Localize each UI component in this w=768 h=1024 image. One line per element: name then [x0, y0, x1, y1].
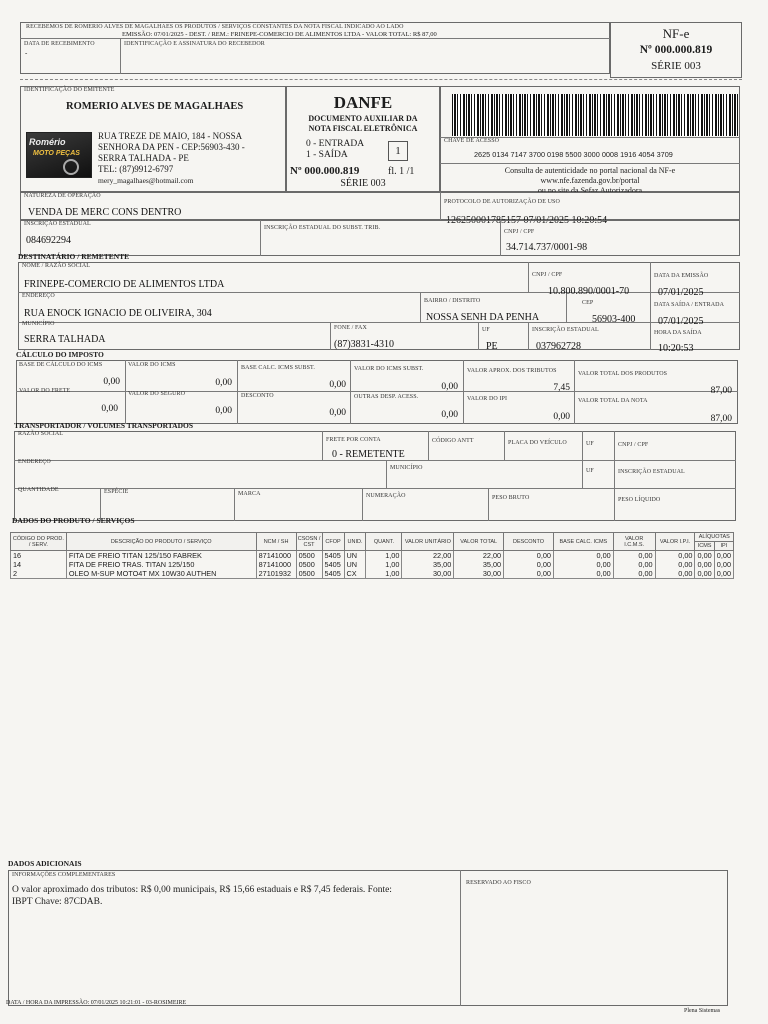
danfe-serie: SÉRIE 003: [340, 178, 386, 189]
dest-endereco-label: ENDEREÇO: [22, 293, 55, 299]
cell-aliq-ipi: 0,00: [714, 569, 733, 579]
emitente-address-2: SENHORA DA PEN - CEP:56903-430 -: [98, 142, 245, 152]
cell-valor-unit: 22,00: [402, 551, 454, 561]
transp-uf2-label: UF: [586, 468, 594, 474]
numeracao-label: NUMERAÇÃO: [366, 493, 406, 499]
col-cfop: CFOP: [322, 533, 344, 551]
consulta-2: www.nfe.fazenda.gov.br/portal: [540, 176, 640, 185]
danfe-number: Nº 000.000.819: [290, 165, 360, 177]
cell-valor-unit: 35,00: [402, 560, 454, 569]
imposto-section: CÁLCULO DO IMPOSTO: [16, 350, 104, 359]
total-nota-value: 87,00: [710, 414, 732, 424]
cell-csosn: 0500: [296, 551, 322, 561]
data-recebimento-label: DATA DE RECEBIMENTO: [24, 41, 95, 47]
info-line-2: IBPT Chave: 87CDAB.: [12, 897, 103, 907]
frete-conta-label: FRETE POR CONTA: [326, 437, 381, 443]
dest-bairro-label: BAIRRO / DISTRITO: [424, 298, 481, 304]
table-row: [11, 551, 734, 561]
danfe-tipo-box: 1: [388, 141, 408, 161]
dest-emissao-value: 07/01/2025: [658, 287, 704, 298]
valor-subst-label: VALOR DO ICMS SUBST.: [354, 366, 424, 372]
col-base-icms: BASE CALC. ICMS: [553, 533, 613, 551]
chave-value: 2625 0134 7147 3700 0198 5500 3000 0008 1916 4054 3709: [474, 150, 673, 159]
dest-cep-value: 56903-400: [592, 314, 636, 325]
frete-conta-value: 0 - REMETENTE: [332, 449, 405, 460]
logo-text-2: MOTO PEÇAS: [33, 150, 80, 157]
col-valor-icms: VALOR I.C.M.S.: [613, 533, 655, 551]
peso-liquido-label: PESO LÍQUIDO: [618, 497, 661, 503]
destinatario-box: [18, 262, 740, 350]
emitente-logo: [26, 132, 92, 178]
transp-uf-label: UF: [586, 441, 594, 447]
seguro-value: 0,00: [215, 406, 232, 416]
cell-aliq-icms: 0,00: [695, 551, 714, 561]
table-row: [11, 560, 734, 569]
dest-fone-value: (87)3831-4310: [334, 339, 394, 350]
tributos-label: VALOR APROX. DOS TRIBUTOS: [467, 368, 557, 374]
consulta-3: ou no site da Sefaz Autorizadora: [537, 186, 643, 195]
emitente-name: ROMERIO ALVES DE MAGALHAES: [66, 101, 244, 112]
cell-ncm: 87141000: [256, 560, 296, 569]
total-produtos-label: VALOR TOTAL DOS PRODUTOS: [578, 371, 668, 377]
outras-value: 0,00: [441, 410, 458, 420]
cell-unid: CX: [344, 569, 366, 579]
cell-desconto: 0,00: [504, 569, 554, 579]
emitente-email: mery_magalhaes@hotmail.com: [98, 176, 194, 185]
cell-cfop: 5405: [322, 551, 344, 561]
sistema-text: Plena Sistemas: [684, 1008, 721, 1014]
transp-ie-label: INSCRIÇÃO ESTADUAL: [618, 469, 685, 475]
cell-valor-icms: 0,00: [613, 551, 655, 561]
col-unid: UNID.: [344, 533, 366, 551]
outras-label: OUTRAS DESP. ACESS.: [354, 394, 419, 400]
dest-hora-value: 10:20:53: [658, 343, 694, 354]
col-valor-ipi: VALOR I.P.I.: [655, 533, 695, 551]
produtos-table: [10, 532, 734, 579]
cell-desconto: 0,00: [504, 551, 554, 561]
cell-quant: 1,00: [366, 569, 402, 579]
dest-uf-label: UF: [482, 327, 490, 333]
cell-codigo: 16: [11, 551, 67, 561]
danfe-subtitle-1: DOCUMENTO AUXILIAR DA: [308, 114, 418, 123]
emitente-section-label: IDENTIFICAÇÃO DO EMITENTE: [24, 87, 115, 93]
cell-base-icms: 0,00: [553, 551, 613, 561]
reservado-label: RESERVADO AO FISCO: [466, 880, 531, 886]
cell-base-icms: 0,00: [553, 560, 613, 569]
base-icms-value: 0,00: [103, 377, 120, 387]
col-valor-total: VALOR TOTAL: [454, 533, 504, 551]
ipi-label: VALOR DO IPI: [467, 396, 508, 402]
cell-csosn: 0500: [296, 569, 322, 579]
cell-ncm: 27101932: [256, 569, 296, 579]
cell-csosn: 0500: [296, 560, 322, 569]
col-valor-unit: VALOR UNITÁRIO: [402, 533, 454, 551]
info-line-1: O valor aproximado dos tributos: R$ 0,00 municipais, R$ 15,66 estaduais e R$ 7,45 federais. Fonte:: [12, 885, 392, 895]
dest-saida-value: 07/01/2025: [658, 316, 704, 327]
cell-desconto: 0,00: [504, 560, 554, 569]
col-quant: QUANT.: [366, 533, 402, 551]
assinatura-label: IDENTIFICAÇÃO E ASSINATURA DO RECEBEDOR: [124, 41, 265, 47]
cell-codigo: 2: [11, 569, 67, 579]
dest-ie-value: 037962728: [536, 341, 581, 352]
barcode: [452, 94, 738, 136]
transp-cnpj-label: CNPJ / CPF: [618, 442, 649, 448]
dest-fone-label: FONE / FAX: [334, 325, 367, 331]
danfe-entrada: 0 - ENTRADA: [306, 139, 365, 149]
cell-cfop: 5405: [322, 569, 344, 579]
antt-label: CÓDIGO ANTT: [432, 438, 474, 444]
cell-valor-total: 35,00: [454, 560, 504, 569]
total-nota-label: VALOR TOTAL DA NOTA: [578, 398, 648, 404]
dest-hora-label: HORA DA SAÍDA: [654, 330, 702, 336]
col-descricao: DESCRIÇÃO DO PRODUTO / SERVIÇO: [66, 533, 256, 551]
cell-aliq-ipi: 0,00: [714, 560, 733, 569]
tributos-value: 7,45: [553, 383, 570, 393]
cell-valor-total: 30,00: [454, 569, 504, 579]
total-produtos-value: 87,00: [710, 386, 732, 396]
especie-label: ESPÉCIE: [104, 489, 129, 495]
data-recebimento-value: -: [25, 49, 28, 57]
ipi-value: 0,00: [553, 412, 570, 422]
cell-valor-ipi: 0,00: [655, 569, 695, 579]
cell-quant: 1,00: [366, 560, 402, 569]
cell-aliq-icms: 0,00: [695, 569, 714, 579]
dest-emissao-label: DATA DA EMISSÃO: [654, 273, 709, 279]
quantidade-label: QUANTIDADE: [18, 487, 59, 493]
canhoto-text-1: RECEBEMOS DE ROMERIO ALVES DE MAGALHAES OS PRODUTOS / SERVIÇOS CONSTANTES DA NOTA FISCAL INDICADO AO LADO: [26, 24, 404, 30]
transportador-section: TRANSPORTADOR / VOLUMES TRANSPORTADOS: [14, 421, 194, 430]
dest-saida-label: DATA SAÍDA / ENTRADA: [654, 302, 725, 308]
chave-label: CHAVE DE ACESSO: [444, 138, 500, 144]
razao-label: RAZÃO SOCIAL: [18, 431, 64, 437]
canhoto-text-2: EMISSÃO: 07/01/2025 - DEST. / REM.: FRINEPE-COMERCIO DE ALIMENTOS LTDA - VALOR TOTAL: R$ 87,00: [122, 31, 437, 38]
protocolo-value: 126250001785157 07/01/2025 10:20:54: [446, 215, 608, 226]
danfe-subtitle-2: NOTA FISCAL ELETRÔNICA: [308, 124, 418, 133]
emit-cnpj-value: 34.714.737/0001-98: [506, 242, 588, 253]
dest-ie-label: INSCRIÇÃO ESTADUAL: [532, 327, 599, 333]
col-ncm: NCM / SH: [256, 533, 296, 551]
dest-nome-value: FRINEPE-COMERCIO DE ALIMENTOS LTDA: [24, 279, 225, 290]
cell-valor-ipi: 0,00: [655, 551, 695, 561]
col-aliq-ipi: IPI: [714, 542, 733, 551]
natureza-value: VENDA DE MERC CONS DENTRO: [28, 207, 182, 218]
ie-value: 084692294: [26, 235, 71, 246]
cell-unid: UN: [344, 560, 366, 569]
cell-ncm: 87141000: [256, 551, 296, 561]
canhoto-nfe-title: NF-e: [662, 26, 690, 41]
protocolo-label: PROTOCOLO DE AUTORIZAÇÃO DE USO: [444, 199, 560, 205]
cell-quant: 1,00: [366, 551, 402, 561]
produtos-section: DADOS DO PRODUTO / SERVIÇOS: [12, 516, 135, 525]
table-row: [11, 569, 734, 579]
cell-base-icms: 0,00: [553, 569, 613, 579]
cell-valor-unit: 30,00: [402, 569, 454, 579]
consulta-1: Consulta de autenticidade no portal nacional da NF-e: [504, 166, 676, 175]
cell-valor-ipi: 0,00: [655, 560, 695, 569]
canhoto-nfe-serie: SÉRIE 003: [651, 60, 701, 72]
cell-descricao: FITA DE FREIO TITAN 125/150 FABREK: [66, 551, 256, 561]
emitente-phone: TEL: (87)9912-6797: [98, 164, 174, 174]
emit-cnpj-label: CNPJ / CPF: [504, 229, 535, 235]
natureza-label: NATUREZA DE OPERAÇÃO: [24, 193, 101, 199]
impressao-text: DATA / HORA DA IMPRESSÃO: 07/01/2025 10:21:01 - 03-ROSIMEIRE: [6, 1000, 187, 1006]
danfe-title: DANFE: [333, 93, 393, 112]
dest-bairro-value: NOSSA SENH DA PENHA: [426, 312, 540, 323]
frete-label: VALOR DO FRETE: [19, 388, 71, 394]
dest-nome-label: NOME / RAZÃO SOCIAL: [22, 263, 91, 269]
cell-valor-icms: 0,00: [613, 560, 655, 569]
canhoto-nfe-number: Nº 000.000.819: [639, 44, 713, 56]
cell-cfop: 5405: [322, 560, 344, 569]
cell-descricao: OLEO M-SUP MOTO4T MX 10W30 AUTHEN: [66, 569, 256, 579]
cell-valor-icms: 0,00: [613, 569, 655, 579]
cell-aliq-icms: 0,00: [695, 560, 714, 569]
base-subst-label: BASE CALC. ICMS SUBST.: [241, 365, 315, 371]
peso-bruto-label: PESO BRUTO: [492, 495, 530, 501]
dest-municipio-value: SERRA TALHADA: [24, 334, 106, 345]
col-aliquotas: ALÍQUOTAS: [695, 533, 734, 542]
col-csosn: CSOSN / CST: [296, 533, 322, 551]
cell-unid: UN: [344, 551, 366, 561]
cell-codigo: 14: [11, 560, 67, 569]
base-subst-value: 0,00: [329, 380, 346, 390]
transp-endereco-label: ENDEREÇO: [18, 459, 51, 465]
danfe-folha: fl. 1 /1: [388, 166, 415, 177]
cell-valor-total: 22,00: [454, 551, 504, 561]
cell-aliq-ipi: 0,00: [714, 551, 733, 561]
base-icms-label: BASE DE CÁLCULO DO ICMS: [19, 362, 103, 368]
adicionais-section: DADOS ADICIONAIS: [8, 859, 82, 868]
valor-icms-label: VALOR DO ICMS: [128, 362, 176, 368]
ie-label: INSCRIÇÃO ESTADUAL: [24, 221, 91, 227]
dest-endereco-value: RUA ENOCK IGNACIO DE OLIVEIRA, 304: [24, 308, 212, 319]
col-codigo: CÓDIGO DO PROD. / SERV.: [11, 533, 67, 551]
ie-subst-label: INSCRIÇÃO ESTADUAL DO SUBST. TRIB.: [264, 225, 381, 231]
valor-icms-value: 0,00: [215, 378, 232, 388]
logo-text-1: Romério: [29, 137, 66, 147]
valor-subst-value: 0,00: [441, 382, 458, 392]
cell-descricao: FITA DE FREIO TRAS. TITAN 125/150: [66, 560, 256, 569]
placa-label: PLACA DO VEÍCULO: [508, 440, 567, 446]
desconto-value: 0,00: [329, 408, 346, 418]
dest-cnpj-label: CNPJ / CPF: [532, 272, 563, 278]
emitente-address-3: SERRA TALHADA - PE: [98, 153, 189, 163]
seguro-label: VALOR DO SEGURO: [128, 391, 186, 397]
emitente-address-1: RUA TREZE DE MAIO, 184 - NOSSA: [98, 131, 243, 141]
logo-wheel-icon: [63, 159, 79, 175]
marca-label: MARCA: [238, 491, 261, 497]
frete-value: 0,00: [101, 404, 118, 414]
dest-cep-label: CEP: [582, 300, 594, 306]
transp-municipio-label: MUNICÍPIO: [390, 465, 423, 471]
dest-municipio-label: MUNICÍPIO: [22, 321, 55, 327]
col-aliq-icms: ICMS: [695, 542, 714, 551]
dest-uf-value: PE: [486, 341, 498, 352]
col-desconto: DESCONTO: [504, 533, 554, 551]
desconto-label: DESCONTO: [241, 393, 274, 399]
danfe-saida: 1 - SAÍDA: [306, 150, 348, 160]
info-label: INFORMAÇÕES COMPLEMENTARES: [12, 872, 116, 878]
dest-cnpj-value: 10.800.890/0001-70: [548, 286, 630, 297]
destinatario-section: DESTINATÁRIO / REMETENTE: [18, 252, 130, 261]
